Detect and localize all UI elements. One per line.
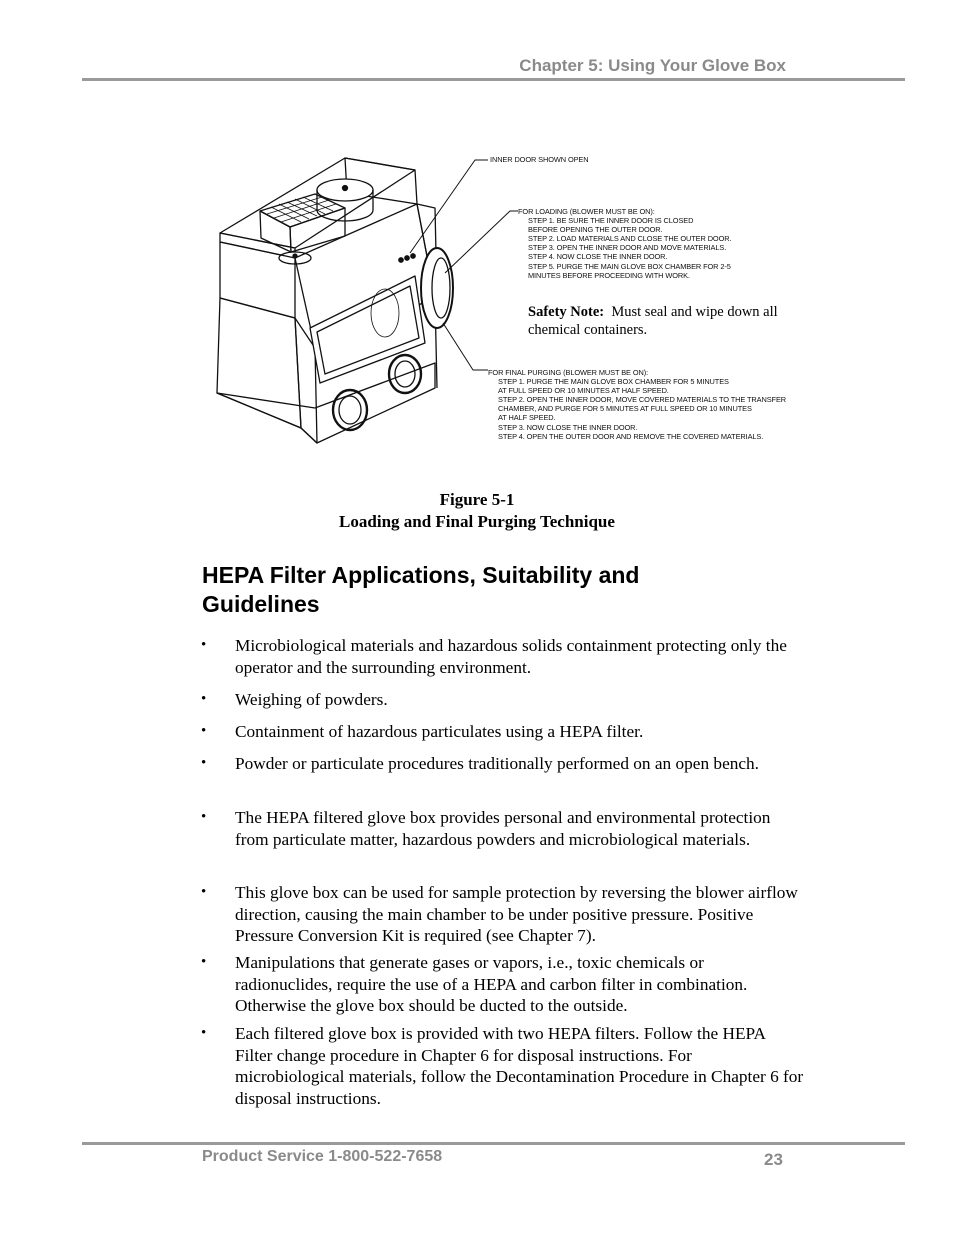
header-rule: [82, 78, 905, 81]
purging-step: CHAMBER, AND PURGE FOR 5 MINUTES AT FULL SPEED OR 10 MINUTES: [498, 404, 752, 414]
footer-rule: [82, 1142, 905, 1145]
bullet-icon: •: [201, 954, 207, 970]
list-item: [201, 1023, 805, 1109]
loading-step: STEP 4. NOW CLOSE THE INNER DOOR.: [528, 252, 668, 262]
purging-step: STEP 1. PURGE THE MAIN GLOVE BOX CHAMBER FOR 5 MINUTES: [498, 377, 729, 387]
list-item: [201, 689, 805, 711]
list-item: [201, 882, 805, 947]
loading-step: STEP 1. BE SURE THE INNER DOOR IS CLOSED: [528, 216, 694, 226]
page-number: 23: [764, 1150, 783, 1169]
loading-step: STEP 3. OPEN THE INNER DOOR AND MOVE MATERIALS.: [528, 243, 727, 253]
bullet-icon: •: [201, 755, 207, 771]
loading-step: STEP 5. PURGE THE MAIN GLOVE BOX CHAMBER FOR 2-5: [528, 261, 731, 271]
loading-step: MINUTES BEFORE PROCEEDING WITH WORK.: [528, 270, 690, 280]
list-item-text: Each filtered glove box is provided with two HEPA filters. Follow the HEPA Filter change procedure in Chapter 6 for disposal instructions. For microbiological materials, follow the Decontamination Procedure in Chapter 6 for disposal instructions.: [235, 1024, 804, 1108]
bullet-icon: •: [201, 723, 207, 739]
figure-number: Figure 5-1: [439, 490, 515, 509]
callout-loading: [518, 207, 731, 280]
safety-note: [528, 303, 803, 339]
bullet-icon: •: [201, 809, 207, 825]
list-item: [201, 807, 805, 850]
safety-note-label: Safety Note:: [528, 304, 605, 320]
figure-glove-box-diagram: [205, 148, 805, 448]
bullet-icon: •: [201, 637, 207, 653]
list-item: [201, 635, 805, 678]
list-item-text: The HEPA filtered glove box provides personal and environmental protection from particulate matter, hazardous powders and microbiological materials.: [235, 808, 771, 849]
bullet-icon: •: [201, 1025, 207, 1041]
purging-heading: FOR FINAL PURGING (BLOWER MUST BE ON):: [488, 368, 649, 377]
list-item: [201, 753, 805, 775]
loading-step: STEP 2. LOAD MATERIALS AND CLOSE THE OUTER DOOR.: [528, 234, 732, 244]
list-item-text: Microbiological materials and hazardous solids containment protecting only the operator and the surrounding environment.: [235, 636, 787, 677]
figure-title: Loading and Final Purging Technique: [339, 512, 615, 531]
purging-step: STEP 4. OPEN THE OUTER DOOR AND REMOVE THE COVERED MATERIALS.: [498, 431, 764, 441]
bullet-icon: •: [201, 884, 207, 900]
loading-step: BEFORE OPENING THE OUTER DOOR.: [528, 225, 663, 235]
safety-note-text: Must seal and wipe down all chemical containers.: [528, 304, 778, 338]
list-item-text: Weighing of powders.: [235, 690, 388, 709]
list-item-text: Manipulations that generate gases or vapors, i.e., toxic chemicals or radionuclides, require the use of a HEPA and carbon filter in combination. Otherwise the glove box should be ducted to the outside.: [235, 953, 748, 1015]
bullet-icon: •: [201, 691, 207, 707]
section-title: HEPA Filter Applications, Suitability and Guidelines: [202, 562, 640, 617]
purging-step: AT HALF SPEED.: [498, 413, 556, 423]
list-item-text: This glove box can be used for sample protection by reversing the blower airflow direction, causing the main chamber to be under positive pressure. Positive Pressure Conversion Kit is required (see Chapter 7).: [235, 883, 798, 945]
callout-final-purging: [488, 368, 786, 441]
purging-step: AT FULL SPEED OR 10 MINUTES AT HALF SPEED.: [498, 386, 669, 396]
purging-step: STEP 2. OPEN THE INNER DOOR, MOVE COVERED MATERIALS TO THE TRANSFER: [498, 395, 787, 405]
list-item-text: Powder or particulate procedures traditionally performed on an open bench.: [235, 754, 760, 773]
figure-caption: [0, 489, 954, 533]
purging-step: STEP 3. NOW CLOSE THE INNER DOOR.: [498, 422, 638, 432]
list-item: [201, 952, 805, 1017]
callout-inner-door: INNER DOOR SHOWN OPEN: [490, 155, 589, 164]
list-item: [201, 721, 805, 743]
list-item-text: Containment of hazardous particulates using a HEPA filter.: [235, 722, 644, 741]
chapter-header: Chapter 5: Using Your Glove Box: [519, 56, 786, 75]
loading-heading: FOR LOADING (BLOWER MUST BE ON):: [518, 207, 655, 216]
product-service-line: Product Service 1-800-522-7658: [202, 1148, 443, 1165]
